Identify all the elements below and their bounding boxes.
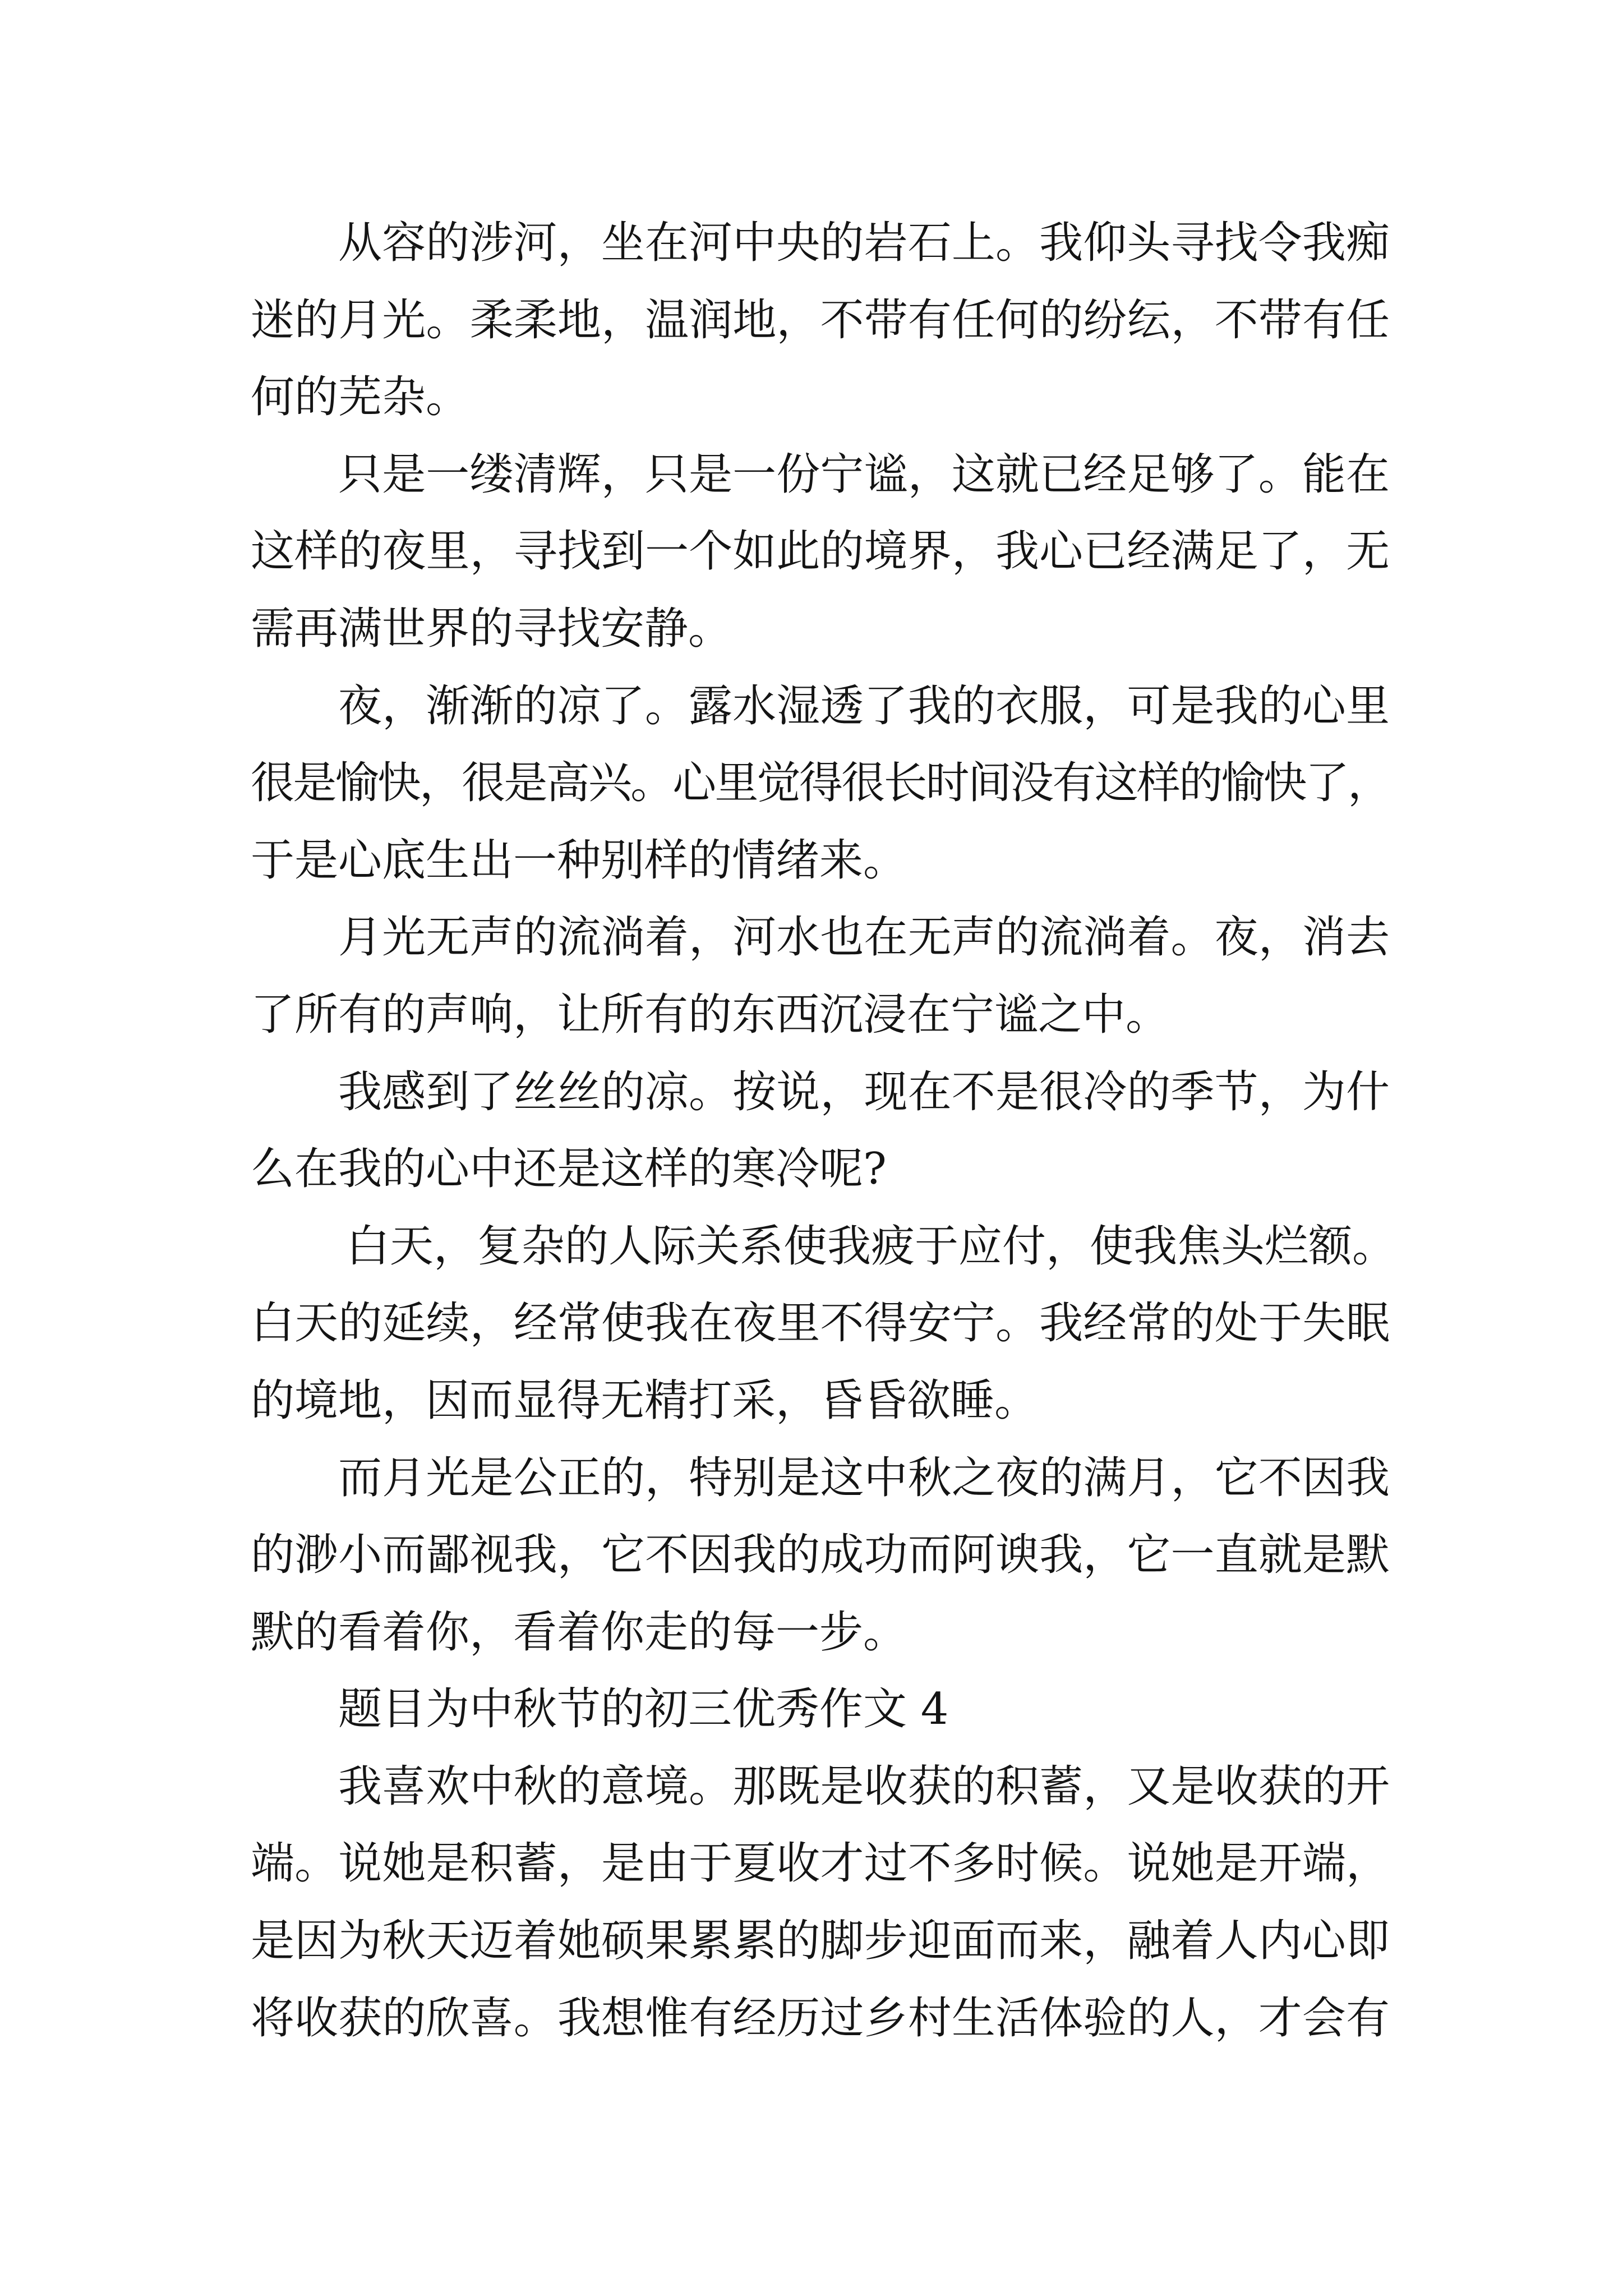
text-line: 于是心底生出一种别样的情绪来。 <box>251 835 907 886</box>
text-line: 我喜欢中秋的意境。那既是收获的积蓄，又是收获的开 <box>338 1761 1390 1812</box>
text-line: 了所有的声响，让所有的东西沉浸在宁谧之中。 <box>251 989 1170 1040</box>
body-text <box>251 205 1396 2057</box>
text-line: 么在我的心中还是这样的寒冷呢? <box>251 1144 887 1195</box>
paragraph <box>251 1749 1390 2057</box>
text-line: 只是一缕清辉，只是一份宁谧，这就已经足够了。能在 <box>338 449 1390 500</box>
text-line: 将收获的欣喜。我想惟有经历过乡村生活体验的人，才会有 <box>251 1993 1390 2044</box>
paragraph <box>251 899 1390 1053</box>
text-line: 很是愉快，很是高兴。心里觉得很长时间没有这样的愉快了， <box>251 758 1390 809</box>
text-line: 夜，渐渐的凉了。露水湿透了我的衣服，可是我的心里 <box>338 680 1390 731</box>
text-line: 月光无声的流淌着，河水也在无声的流淌着。夜，消去 <box>338 912 1390 963</box>
heading-text: 题目为中秋节的初三优秀作文 4 <box>338 1684 949 1735</box>
text-line: 从容的涉河，坐在河中央的岩石上。我仰头寻找令我痴 <box>338 218 1390 268</box>
paragraph <box>251 436 1390 668</box>
text-line: 白天，复杂的人际关系使我疲于应付，使我焦头烂额。 <box>346 1221 1396 1272</box>
text-line: 而月光是公正的，特别是这中秋之夜的满月，它不因我 <box>338 1452 1390 1503</box>
text-line: 的境地，因而显得无精打采，昏昏欲睡。 <box>251 1375 1039 1426</box>
text-line: 我感到了丝丝的凉。按说，现在不是很冷的季节，为什 <box>338 1066 1390 1117</box>
text-line: 迷的月光。柔柔地，温润地，不带有任何的纷纭，不带有任 <box>251 295 1390 346</box>
text-line: 白天的延续，经常使我在夜里不得安宁。我经常的处于失眠 <box>251 1298 1390 1349</box>
text-line: 这样的夜里，寻找到一个如此的境界，我心已经满足了，无 <box>251 526 1390 577</box>
section-heading <box>251 1671 1390 1749</box>
text-line: 默的看着你，看着你走的每一步。 <box>251 1607 907 1658</box>
paragraph <box>251 205 1390 436</box>
text-line: 是因为秋天迈着她硕果累累的脚步迎面而来，融着人内心即 <box>251 1916 1390 1967</box>
text-line: 端。说她是积蓄，是由于夏收才过不多时候。说她是开端， <box>251 1838 1390 1889</box>
paragraph <box>251 1440 1390 1672</box>
paragraph <box>251 1208 1396 1440</box>
paragraph <box>251 1054 1390 1208</box>
text-line: 何的芜杂。 <box>251 372 470 423</box>
text-line: 需再满世界的寻找安静。 <box>251 603 732 654</box>
paragraph <box>251 668 1390 900</box>
text-line: 的渺小而鄙视我，它不因我的成功而阿谀我，它一直就是默 <box>251 1530 1390 1581</box>
